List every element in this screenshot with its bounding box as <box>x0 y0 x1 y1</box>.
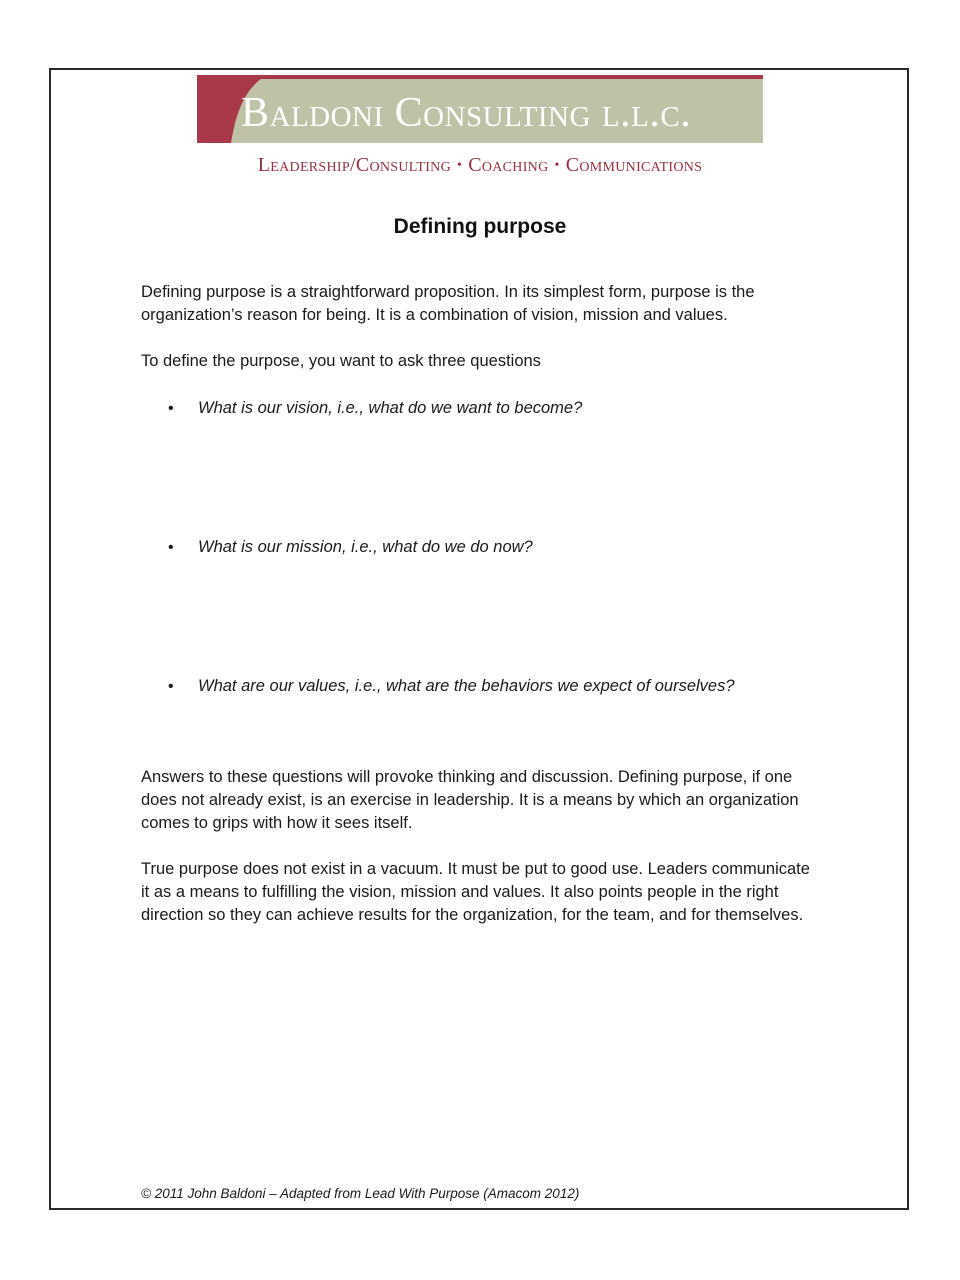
letterhead-tagline <box>197 152 763 179</box>
document-title: Defining purpose <box>393 215 567 238</box>
intro-paragraph: Defining purpose is a straightforward proposition. In its simplest form, purpose is the organization’s reason for being. It is a combination of vision, mission and values. <box>141 283 755 324</box>
tagline-item-coaching: Coaching <box>468 154 549 176</box>
bullet-icon: • <box>168 400 174 417</box>
question-vision: What is our vision, i.e., what do we want to become? <box>198 399 583 417</box>
bullet-icon: • <box>168 539 174 556</box>
answers-paragraph: Answers to these questions will provoke thinking and discussion. Defining purpose, if one does not already exist, is an exercise in leadership. It is a means by which an organization comes to grips with how it sees itself. <box>141 768 799 832</box>
tagline-item-communications: Communications <box>565 154 703 176</box>
copyright-footer: © 2011 John Baldoni – Adapted from Lead With Purpose (Amacom 2012) <box>141 1186 580 1201</box>
bullet-icon: • <box>168 678 174 695</box>
letterhead-banner <box>197 75 763 143</box>
tagline-item-leadership: Leadership/Consulting <box>257 154 451 176</box>
tagline-separator-dot: • <box>457 158 463 173</box>
tagline-separator-dot: • <box>554 158 560 173</box>
question-values: What are our values, i.e., what are the behaviors we expect of ourselves? <box>198 677 735 695</box>
questions-intro-paragraph: To define the purpose, you want to ask three questions <box>141 352 541 370</box>
question-mission: What is our mission, i.e., what do we do now? <box>198 538 533 556</box>
true-purpose-paragraph: True purpose does not exist in a vacuum. It must be put to good use. Leaders communicate it as a means to fulfilling the vision, mission and values. It also points people in the right direction so they can achieve results for the organization, for the team, and for themselves. <box>141 860 810 924</box>
company-name: Baldoni Consulting l.l.c. <box>241 90 692 136</box>
